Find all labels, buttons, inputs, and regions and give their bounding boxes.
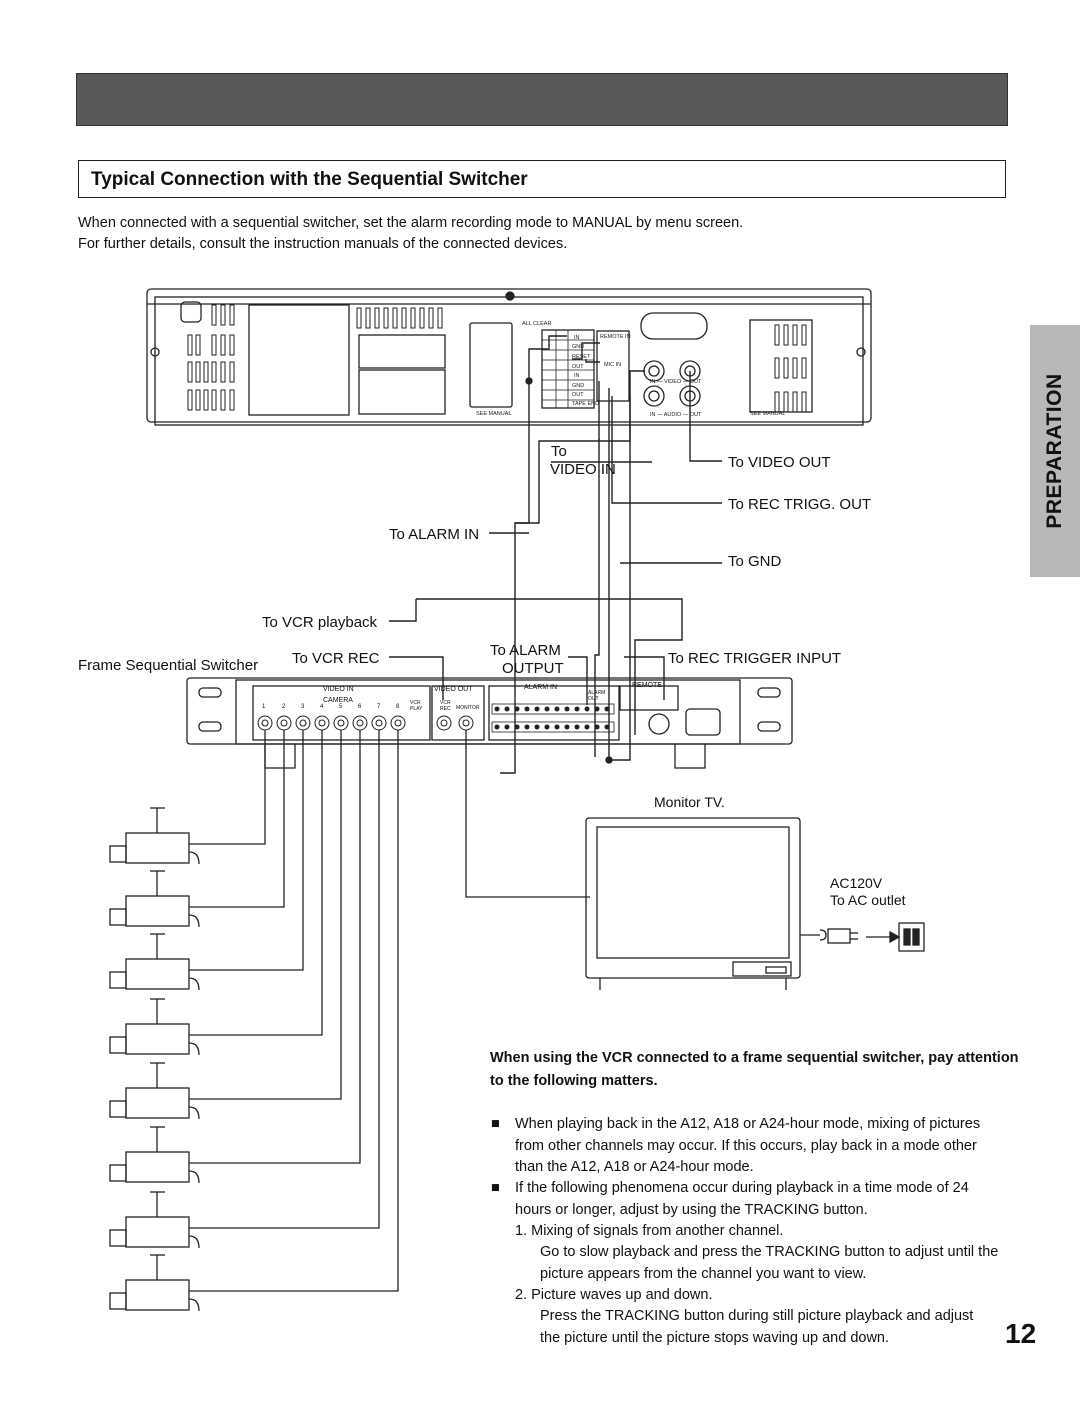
camera-number-7: 7	[377, 704, 381, 710]
item-2-body: Press the TRACKING button during still picture playback and adjust the picture until the picture stops waving up and down.	[540, 1308, 974, 1346]
vcr-label-out2: OUT	[572, 392, 584, 398]
vcr-terminal-block	[542, 330, 594, 408]
vcr-label-tape-end: TAPE END	[572, 401, 600, 407]
switcher-bnc-connectors	[258, 716, 473, 730]
bullet-marker-1: ■	[491, 1116, 500, 1132]
label-to-rec-trigg-out: To REC TRIGG. OUT	[728, 496, 872, 513]
vcr-label-out: OUT	[572, 364, 584, 370]
intro-line-2: For further details, consult the instruction manuals of the connected devices.	[78, 236, 568, 252]
power-cord	[800, 923, 924, 951]
bullet-2: If the following phenomena occur during playback in a time mode of 24 hours or longer, adjust by using the TRACKING button.	[515, 1180, 969, 1218]
label-to: To	[551, 443, 567, 460]
label-to-alarm-in: To ALARM IN	[389, 526, 480, 543]
switcher-label-video-out: VIDEO OUT	[434, 686, 473, 693]
item-1-body: Go to slow playback and press the TRACKING button to adjust until the picture appears from the channel you want to view.	[540, 1244, 999, 1282]
vcr-label-mic-in: MIC IN	[604, 362, 622, 368]
label-to-video-out: To VIDEO OUT	[728, 454, 831, 471]
label-to-vcr-playback: To VCR playback	[262, 614, 378, 631]
camera-2	[110, 871, 199, 927]
monitor-tv	[586, 818, 800, 990]
camera-number-5: 5	[339, 704, 343, 710]
label-video-in: VIDEO IN	[550, 461, 616, 478]
vcr-label-gnd2: GND	[572, 383, 585, 389]
switcher-label-vcr-rec: VCR REC	[440, 700, 451, 712]
label-to-alarm: To ALARM	[490, 642, 561, 659]
label-to-gnd: To GND	[728, 553, 782, 570]
camera-3	[110, 934, 199, 990]
vcr-label-reset: RESET	[572, 354, 591, 360]
label-to-rec-trigger-input: To REC TRIGGER INPUT	[668, 650, 842, 667]
vcr-label-see-manual-2: SEE MANUAL	[750, 411, 786, 417]
bullet-marker-2: ■	[491, 1180, 500, 1196]
label-to-ac-outlet: To AC outlet	[830, 892, 906, 908]
cameras	[110, 808, 199, 1311]
vcr-label-see-manual-1: SEE MANUAL	[476, 411, 512, 417]
camera-8	[110, 1255, 199, 1311]
vcr-label-remote-in: REMOTE IN	[600, 334, 631, 340]
label-to-vcr-rec: To VCR REC	[292, 650, 380, 667]
label-output: OUTPUT	[502, 660, 564, 677]
label-frame-sequential-switcher: Frame Sequential Switcher	[78, 657, 259, 674]
vcr-label-in: IN	[574, 335, 580, 341]
camera-7	[110, 1192, 199, 1248]
vcr-label-audio: IN — AUDIO — OUT	[650, 412, 702, 418]
item-2-title: 2. Picture waves up and down.	[515, 1287, 713, 1303]
vcr-vents	[188, 305, 806, 412]
page-number: 12	[1005, 1318, 1037, 1349]
vcr-label-in2: IN	[574, 373, 580, 379]
camera-5	[110, 1063, 199, 1119]
item-1-title: 1. Mixing of signals from another channel.	[515, 1223, 784, 1239]
switcher-label-vcr-play: VCR PLAY	[410, 700, 423, 712]
camera-number-8: 8	[396, 704, 400, 710]
notes-heading: When using the VCR connected to a frame sequential switcher, pay attention to the following matters.	[490, 1050, 1019, 1089]
switcher-label-alarm-out: ALARM OUT	[588, 690, 606, 702]
switcher-label-monitor: MONITOR	[456, 705, 480, 711]
camera-1	[110, 808, 199, 864]
vcr-label-gnd: GND	[572, 344, 585, 350]
vcr-label-video: IN — VIDEO — OUT	[650, 379, 702, 385]
vcr-rear-panel	[147, 289, 871, 425]
label-monitor-tv: Monitor TV.	[654, 794, 725, 810]
label-ac120v: AC120V	[830, 875, 883, 891]
camera-number-4: 4	[320, 704, 324, 710]
switcher-label-camera: CAMERA	[323, 697, 353, 704]
camera-number-1: 1	[262, 704, 266, 710]
intro-line-1: When connected with a sequential switcher, set the alarm recording mode to MANUAL by menu screen.	[78, 215, 744, 231]
vcr-small-labels	[476, 321, 785, 418]
camera-number-6: 6	[358, 704, 362, 710]
bullet-1: When playing back in the A12, A18 or A24-hour mode, mixing of pictures from other channels may occur. If this occurs, play back in a mode other than the A12, A18 or A24-hour mode.	[515, 1116, 981, 1175]
camera-number-2: 2	[282, 704, 286, 710]
side-tab-label: PREPARATION	[1043, 373, 1066, 529]
vcr-label-all-clear: ALL CLEAR	[522, 321, 552, 327]
camera-4	[110, 999, 199, 1055]
section-title: Typical Connection with the Sequential Switcher	[91, 169, 528, 190]
switcher-label-alarm-in: ALARM IN	[524, 684, 558, 691]
camera-number-3: 3	[301, 704, 305, 710]
sequential-switcher	[187, 678, 792, 768]
camera-6	[110, 1127, 199, 1183]
switcher-label-video-in: VIDEO IN	[323, 686, 354, 693]
switcher-label-remote: REMOTE	[632, 682, 662, 689]
switcher-terminal-dots	[495, 707, 610, 730]
